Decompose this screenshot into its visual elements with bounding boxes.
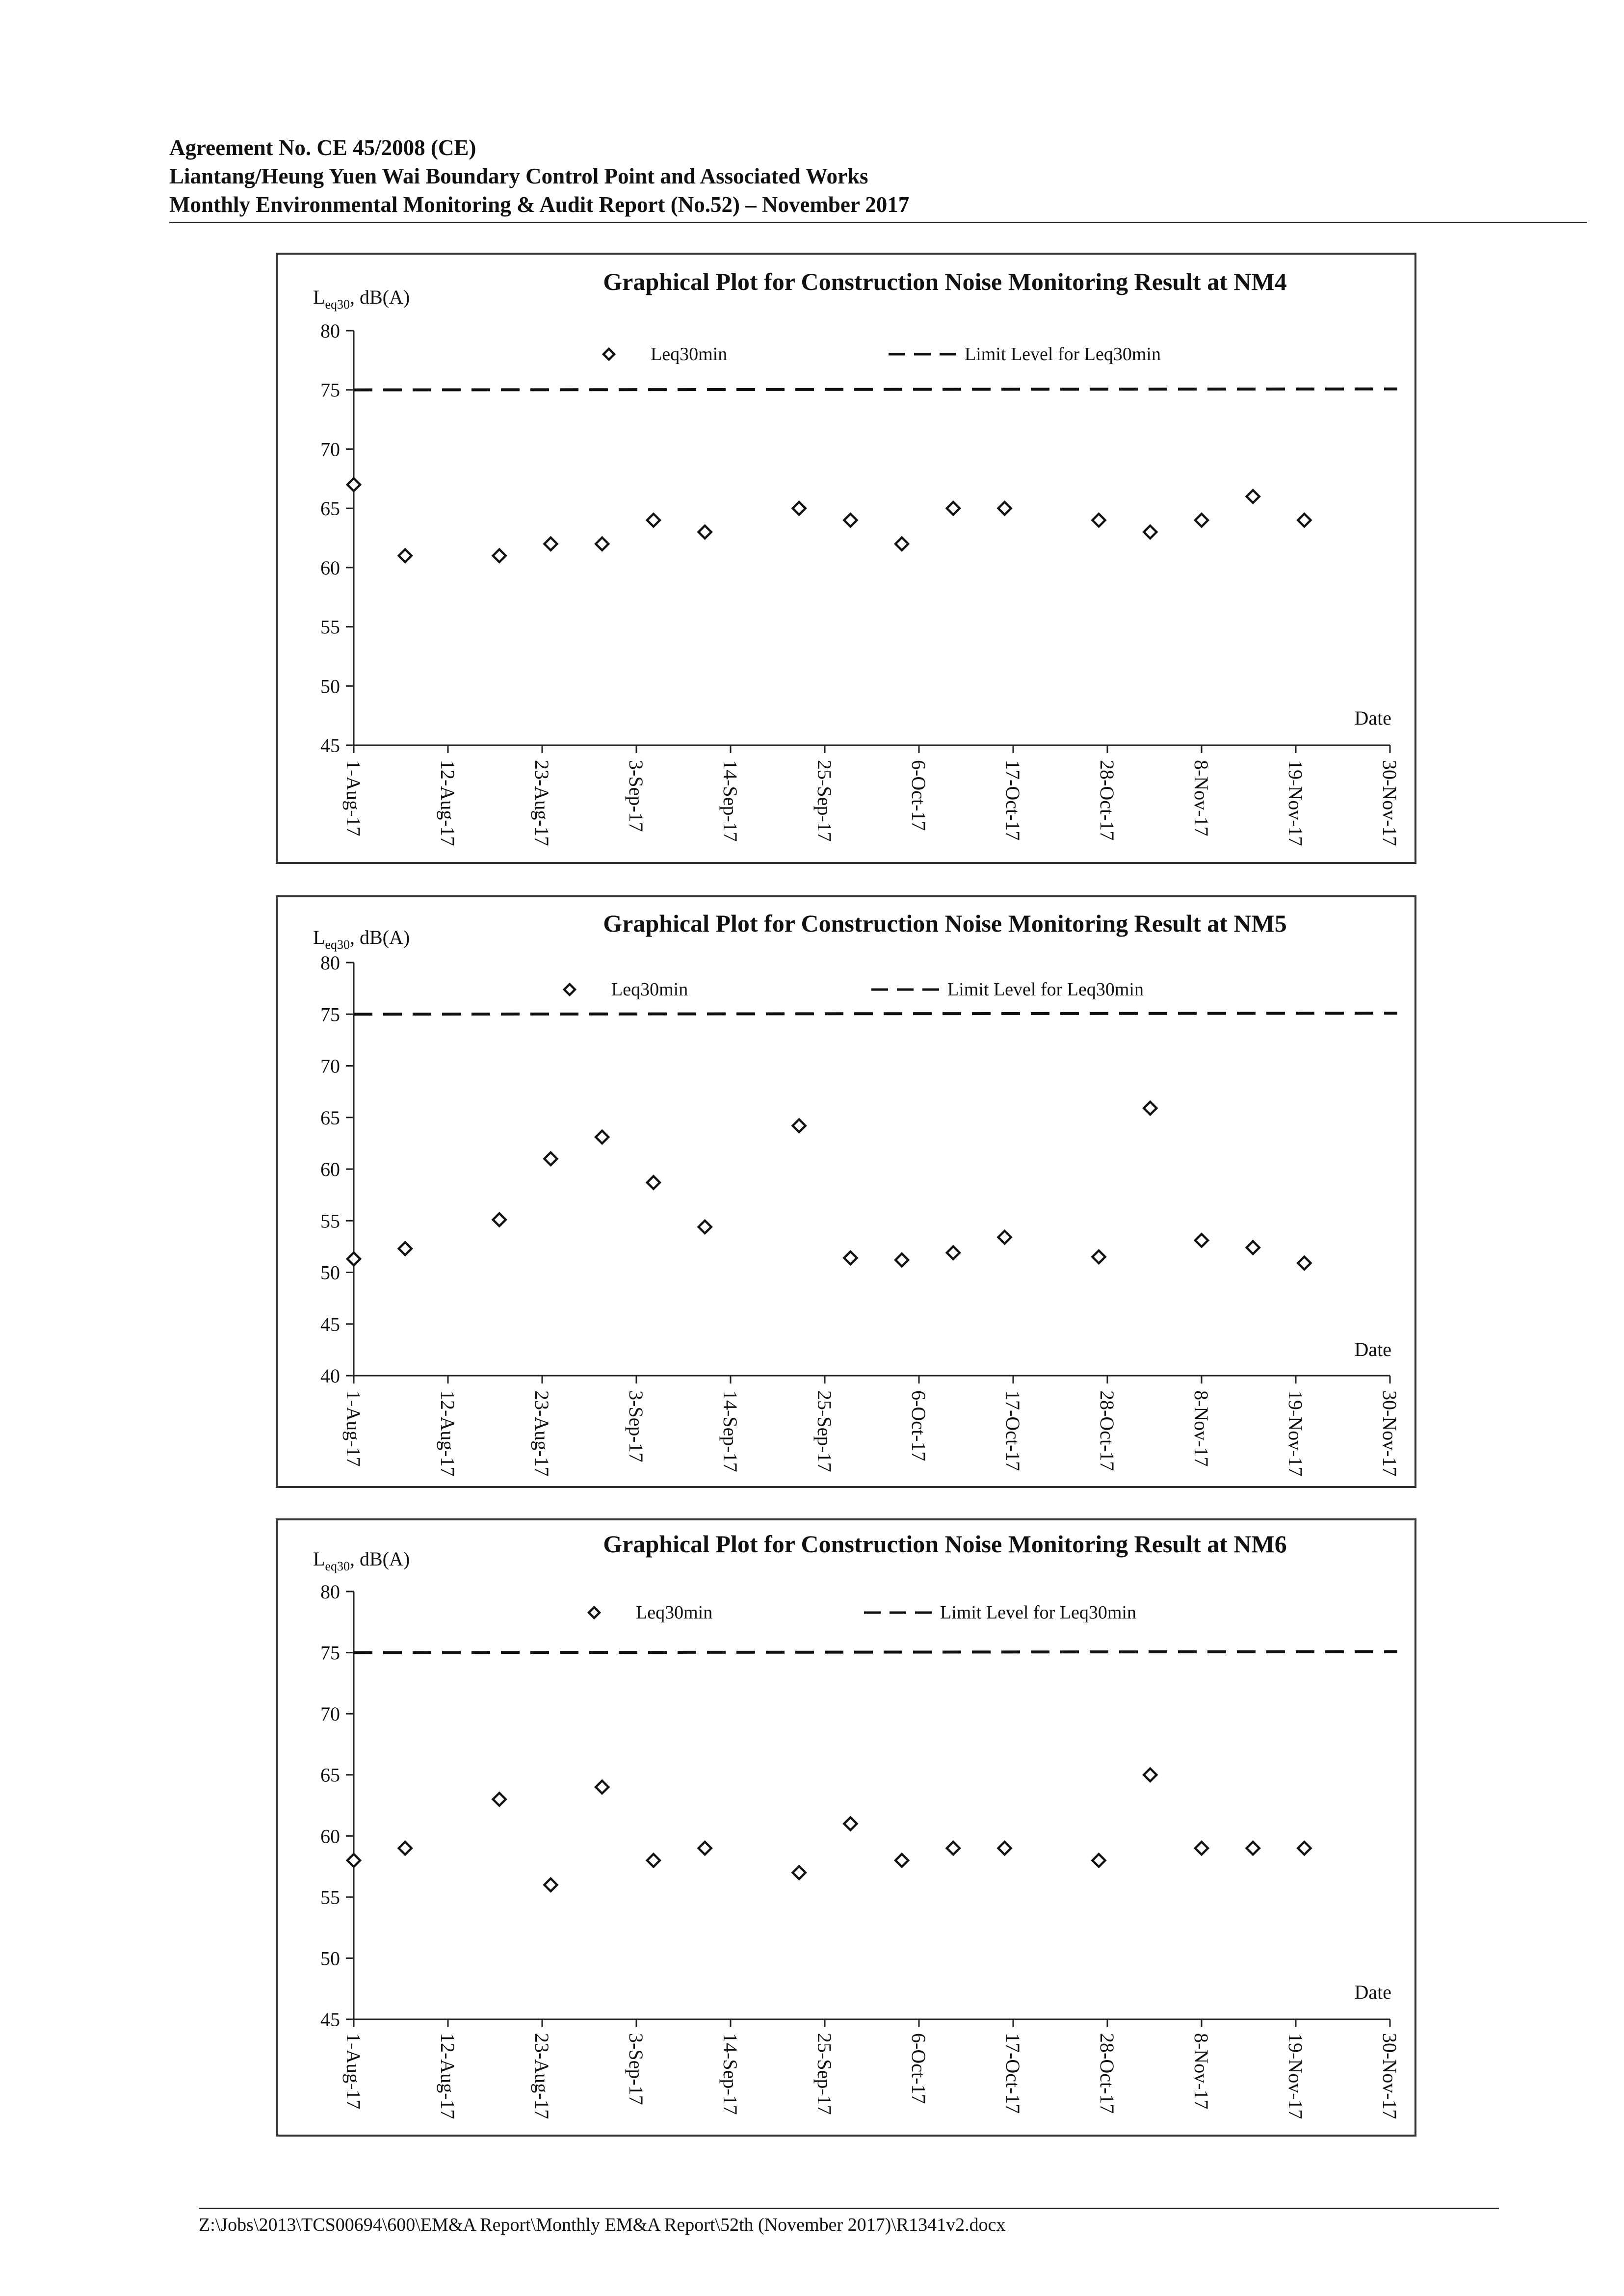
data-point [844, 1817, 857, 1830]
y-axis-label-main: L [313, 926, 325, 948]
y-tick-label: 60 [320, 556, 340, 579]
y-tick-label: 80 [320, 320, 340, 342]
legend-diamond-marker [564, 984, 575, 995]
data-point [493, 1213, 506, 1226]
x-tick-label: 8-Nov-17 [1190, 2033, 1212, 2110]
x-axis-label: Date [1354, 1338, 1391, 1360]
y-tick-label: 70 [320, 1055, 340, 1077]
chart-nm4 [276, 253, 1416, 864]
chart-nm4-svg [278, 255, 1414, 862]
y-axis-label-sub: eq30 [325, 938, 350, 952]
y-axis-label-unit: , dB(A) [349, 926, 410, 948]
limit-line [354, 1652, 1397, 1653]
data-point [347, 478, 360, 491]
data-point [1195, 1842, 1208, 1854]
data-point [699, 1842, 711, 1854]
data-point [647, 1176, 660, 1189]
x-tick-label: 12-Aug-17 [437, 1390, 459, 1477]
y-tick-label: 60 [320, 1825, 340, 1848]
x-tick-label: 3-Sep-17 [625, 760, 647, 832]
x-tick-label: 28-Oct-17 [1096, 1390, 1118, 1471]
data-point [493, 1793, 506, 1806]
y-tick-label: 45 [320, 734, 340, 757]
data-point [399, 1242, 412, 1255]
data-point [596, 538, 608, 550]
data-point [347, 1854, 360, 1867]
data-point [1247, 490, 1259, 503]
data-point [1144, 1102, 1156, 1115]
x-tick-label: 23-Aug-17 [531, 2033, 553, 2119]
y-tick-label: 80 [320, 1581, 340, 1603]
x-tick-label: 30-Nov-17 [1379, 760, 1401, 846]
x-tick-label: 23-Aug-17 [531, 1390, 553, 1477]
data-point [699, 1221, 711, 1233]
data-point [947, 502, 960, 515]
data-point [1093, 1854, 1105, 1867]
y-tick-label: 80 [320, 952, 340, 974]
x-tick-label: 17-Oct-17 [1002, 2033, 1024, 2114]
x-tick-label: 23-Aug-17 [531, 760, 553, 846]
x-tick-label: 3-Sep-17 [625, 1390, 647, 1462]
x-tick-label: 25-Sep-17 [813, 760, 836, 842]
data-point [844, 514, 857, 526]
y-tick-label: 75 [320, 1003, 340, 1026]
header-rule [169, 222, 1587, 223]
x-tick-label: 25-Sep-17 [813, 2033, 836, 2115]
data-point [399, 1842, 412, 1854]
data-point [1247, 1842, 1259, 1854]
x-axis-label: Date [1354, 1981, 1391, 2003]
y-tick-label: 40 [320, 1365, 340, 1387]
header-project: Liantang/Heung Yuen Wai Boundary Control Point and Associated Works [169, 164, 868, 188]
x-tick-label: 19-Nov-17 [1284, 1390, 1307, 1477]
y-tick-label: 50 [320, 1947, 340, 1970]
y-axis-label [313, 1548, 410, 1573]
x-tick-label: 14-Sep-17 [719, 1390, 741, 1472]
data-point [998, 1842, 1011, 1854]
y-axis-label-sub: eq30 [325, 297, 350, 312]
limit-line [354, 389, 1397, 390]
limit-line [354, 1013, 1397, 1014]
data-point [1298, 514, 1310, 526]
legend-diamond-marker [603, 349, 614, 360]
data-point [1298, 1257, 1310, 1270]
x-tick-label: 19-Nov-17 [1284, 760, 1307, 846]
chart-title: Graphical Plot for Construction Noise Monitoring Result at NM6 [603, 1530, 1287, 1558]
x-tick-label: 1-Aug-17 [342, 760, 365, 836]
x-tick-label: 1-Aug-17 [342, 1390, 365, 1467]
x-tick-label: 6-Oct-17 [908, 2033, 930, 2104]
data-point [647, 1854, 660, 1867]
data-point [1195, 1234, 1208, 1247]
data-point [895, 538, 908, 550]
x-tick-label: 28-Oct-17 [1096, 2033, 1118, 2114]
data-point [596, 1131, 608, 1144]
x-tick-label: 1-Aug-17 [342, 2033, 365, 2110]
chart-title: Graphical Plot for Construction Noise Monitoring Result at NM4 [603, 268, 1287, 295]
y-axis-label-sub: eq30 [325, 1559, 350, 1573]
y-tick-label: 75 [320, 379, 340, 401]
y-tick-label: 65 [320, 1106, 340, 1129]
y-axis-label-main: L [313, 1548, 325, 1570]
y-tick-label: 50 [320, 1261, 340, 1284]
chart-nm5-svg [278, 897, 1414, 1486]
data-point [399, 549, 412, 562]
data-point [895, 1854, 908, 1867]
data-point [544, 1879, 557, 1891]
y-axis-label [313, 286, 410, 312]
data-point [895, 1253, 908, 1266]
x-tick-label: 3-Sep-17 [625, 2033, 647, 2105]
y-axis-label-unit: , dB(A) [349, 1548, 410, 1570]
data-point [347, 1252, 360, 1265]
data-point [998, 502, 1011, 515]
x-tick-label: 17-Oct-17 [1002, 1390, 1024, 1471]
chart-title: Graphical Plot for Construction Noise Monitoring Result at NM5 [603, 910, 1287, 937]
data-point [1093, 1251, 1105, 1263]
data-point [947, 1247, 960, 1259]
data-point [1093, 514, 1105, 526]
y-tick-label: 70 [320, 438, 340, 461]
data-point [1144, 525, 1156, 538]
legend-limit-label: Limit Level for Leq30min [947, 979, 1144, 1000]
y-tick-label: 50 [320, 675, 340, 698]
x-tick-label: 19-Nov-17 [1284, 2033, 1307, 2119]
x-tick-label: 17-Oct-17 [1002, 760, 1024, 841]
data-point [699, 525, 711, 538]
y-tick-label: 45 [320, 2009, 340, 2031]
y-tick-label: 65 [320, 1764, 340, 1786]
data-point [1298, 1842, 1310, 1854]
legend-points-label: Leq30min [636, 1602, 713, 1623]
data-point [793, 502, 806, 515]
y-axis-label-unit: , dB(A) [349, 286, 410, 308]
x-tick-label: 28-Oct-17 [1096, 760, 1118, 841]
y-tick-label: 60 [320, 1158, 340, 1180]
y-tick-label: 55 [320, 616, 340, 638]
data-point [647, 514, 660, 526]
x-tick-label: 12-Aug-17 [437, 760, 459, 846]
data-point [493, 549, 506, 562]
legend-points-label: Leq30min [611, 979, 688, 1000]
x-axis-label: Date [1354, 707, 1391, 729]
chart-nm6-svg [278, 1520, 1414, 2135]
x-tick-label: 6-Oct-17 [908, 1390, 930, 1461]
x-tick-label: 30-Nov-17 [1379, 2033, 1401, 2119]
y-tick-label: 70 [320, 1703, 340, 1725]
footer-file-path: Z:\Jobs\2013\TCS00694\600\EM&A Report\Monthly EM&A Report\52th (November 2017)\R1341v2.docx [199, 2215, 1006, 2235]
y-tick-label: 65 [320, 497, 340, 520]
y-tick-label: 75 [320, 1642, 340, 1664]
y-axis-label-main: L [313, 286, 325, 308]
x-tick-label: 14-Sep-17 [719, 2033, 741, 2115]
legend-points-label: Leq30min [651, 344, 728, 365]
legend-limit-label: Limit Level for Leq30min [965, 344, 1161, 365]
data-point [1144, 1769, 1156, 1781]
chart-nm5 [276, 895, 1416, 1488]
y-tick-label: 55 [320, 1886, 340, 1908]
footer-rule [199, 2208, 1499, 2209]
x-tick-label: 30-Nov-17 [1379, 1390, 1401, 1477]
legend-diamond-marker [589, 1607, 600, 1618]
x-tick-label: 12-Aug-17 [437, 2033, 459, 2119]
x-tick-label: 6-Oct-17 [908, 760, 930, 831]
legend-limit-label: Limit Level for Leq30min [940, 1602, 1136, 1623]
y-axis-label [313, 926, 410, 952]
data-point [544, 1152, 557, 1165]
x-tick-label: 25-Sep-17 [813, 1390, 836, 1472]
header-agreement: Agreement No. CE 45/2008 (CE) [169, 135, 476, 160]
data-point [793, 1866, 806, 1879]
y-tick-label: 55 [320, 1210, 340, 1232]
y-tick-label: 45 [320, 1313, 340, 1335]
data-point [998, 1231, 1011, 1244]
x-tick-label: 8-Nov-17 [1190, 1390, 1212, 1467]
data-point [1195, 514, 1208, 526]
data-point [596, 1781, 608, 1794]
header-report: Monthly Environmental Monitoring & Audit Report (No.52) – November 2017 [169, 192, 910, 217]
data-point [1247, 1241, 1259, 1254]
x-tick-label: 14-Sep-17 [719, 760, 741, 842]
x-tick-label: 8-Nov-17 [1190, 760, 1212, 836]
data-point [844, 1252, 857, 1264]
data-point [544, 538, 557, 550]
data-point [947, 1842, 960, 1854]
chart-nm6 [276, 1518, 1416, 2137]
data-point [793, 1120, 806, 1132]
